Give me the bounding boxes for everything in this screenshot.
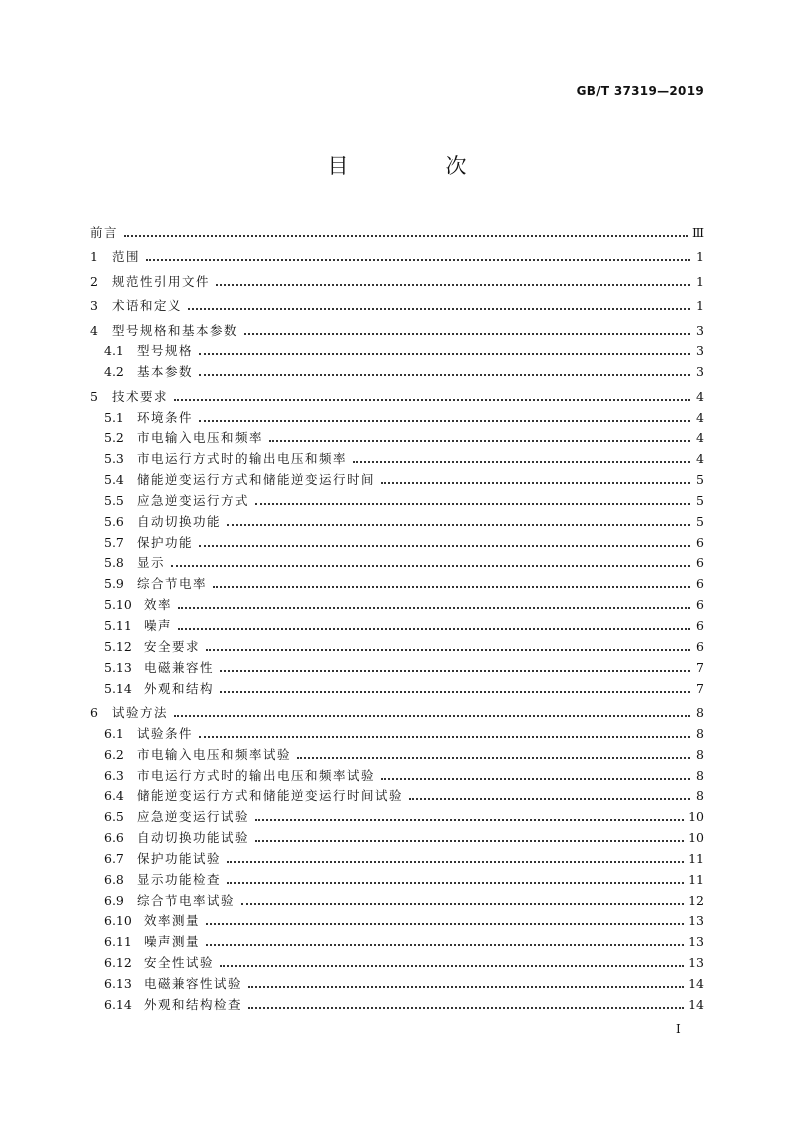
toc-entry[interactable]: [90, 570, 704, 591]
toc-entry-page: 1: [696, 249, 704, 264]
toc-entry-number: 5.1: [104, 409, 124, 425]
toc-leader-dots: [206, 913, 684, 925]
toc-leader-dots: [244, 323, 690, 335]
table-of-contents: [90, 215, 704, 1012]
toc-entry[interactable]: [90, 358, 704, 379]
toc-entry-number: 5.13: [104, 659, 132, 675]
toc-leader-dots: [220, 681, 690, 693]
toc-entry-page: 10: [688, 830, 704, 846]
toc-entry-number: 6.11: [104, 934, 132, 950]
toc-entry-page: 8: [696, 746, 704, 762]
toc-entry-page: 5: [696, 513, 704, 529]
toc-entry-number: 5.12: [104, 638, 132, 654]
toc-entry[interactable]: [90, 741, 704, 762]
toc-entry[interactable]: [90, 887, 704, 908]
toc-entry-title: 储能逆变运行方式和储能逆变运行时间试验: [137, 788, 404, 804]
toc-leader-dots: [171, 555, 690, 567]
toc-entry-page: 12: [688, 892, 704, 908]
toc-leader-dots: [124, 225, 688, 237]
toc-entry-title: 保护功能试验: [137, 850, 222, 866]
toc-entry[interactable]: [90, 425, 704, 446]
toc-leader-dots: [216, 274, 690, 286]
toc-entry[interactable]: [90, 508, 704, 529]
toc-entry-title: 市电输入电压和频率: [137, 430, 264, 446]
toc-entry-page: 5: [696, 472, 704, 488]
toc-leader-dots: [146, 249, 690, 261]
toc-entry[interactable]: [90, 720, 704, 741]
toc-entry-title: 环境条件: [137, 409, 194, 425]
toc-entry-title: 显示功能检查: [137, 871, 222, 887]
toc-entry-title: 应急逆变运行试验: [137, 809, 250, 825]
toc-entry-number: 6.9: [104, 892, 124, 908]
toc-entry-title: 效率测量: [144, 913, 201, 929]
toc-entry[interactable]: [90, 591, 704, 612]
toc-entry[interactable]: [90, 803, 704, 824]
toc-entry-number: 6.10: [104, 913, 132, 929]
toc-entry-page: 4: [696, 451, 704, 467]
toc-entry-title: 效率: [144, 597, 173, 613]
toc-entry-title: 应急逆变运行方式: [137, 492, 250, 508]
toc-entry-number: 6.7: [104, 850, 124, 866]
page-number: I: [676, 1022, 681, 1036]
toc-entry-number: 6.5: [104, 809, 124, 825]
toc-entry-title: 安全性试验: [144, 955, 215, 971]
toc-leader-dots: [206, 934, 684, 946]
toc-entry-number: 5.2: [104, 430, 124, 446]
toc-entry-page: 6: [696, 597, 704, 613]
toc-entry[interactable]: [90, 824, 704, 845]
toc-entry-page: 6: [696, 617, 704, 633]
toc-entry-number: 6.13: [104, 975, 132, 991]
toc-entry[interactable]: [90, 379, 704, 404]
toc-entry-title: 试验条件: [137, 725, 194, 741]
toc-entry-title: 储能逆变运行方式和储能逆变运行时间: [137, 472, 376, 488]
toc-entry-title: 电磁兼容性试验: [144, 975, 243, 991]
toc-entry[interactable]: [90, 633, 704, 654]
toc-entry[interactable]: [90, 264, 704, 289]
toc-entry-page: 13: [688, 913, 704, 929]
toc-entry-number: 5.11: [104, 617, 132, 633]
toc-leader-dots: [255, 493, 690, 505]
toc-entry[interactable]: [90, 675, 704, 696]
toc-entry[interactable]: [90, 240, 704, 265]
toc-leader-dots: [269, 430, 690, 442]
toc-entry-number: 5.4: [104, 472, 124, 488]
toc-entry-page: 14: [688, 996, 704, 1012]
toc-leader-dots: [178, 618, 690, 630]
toc-entry-title: 电磁兼容性: [144, 659, 215, 675]
toc-leader-dots: [199, 410, 690, 422]
toc-entry-page: Ⅲ: [691, 224, 704, 240]
toc-entry-page: 13: [688, 955, 704, 971]
toc-leader-dots: [213, 576, 690, 588]
toc-entry-title: 市电运行方式时的输出电压和频率试验: [137, 767, 376, 783]
standard-code: GB/T 37319—2019: [576, 84, 704, 98]
toc-leader-dots: [220, 660, 690, 672]
toc-leader-dots: [206, 639, 690, 651]
toc-entry-number: 5.14: [104, 680, 132, 696]
toc-entry-title: 综合节电率: [137, 576, 208, 592]
toc-leader-dots: [178, 597, 690, 609]
toc-entry-page: 7: [696, 659, 704, 675]
toc-leader-dots: [255, 830, 684, 842]
toc-entry-number: 5: [90, 388, 98, 404]
toc-leader-dots: [220, 955, 684, 967]
toc-leader-dots: [409, 788, 690, 800]
toc-entry-title: 安全要求: [144, 638, 201, 654]
toc-entry-number: 6.14: [104, 996, 132, 1012]
toc-leader-dots: [199, 535, 690, 547]
toc-leader-dots: [248, 997, 684, 1009]
toc-entry-title: 自动切换功能试验: [137, 830, 250, 846]
toc-leader-dots: [227, 851, 684, 863]
toc-entry-number: 4: [90, 322, 98, 338]
toc-leader-dots: [199, 364, 690, 376]
toc-entry-page: 10: [688, 809, 704, 825]
toc-entry-page: 6: [696, 638, 704, 654]
toc-entry-number: 6.1: [104, 725, 124, 741]
toc-entry-page: 8: [696, 705, 704, 720]
toc-entry-title: 外观和结构检查: [144, 996, 243, 1012]
toc-entry-number: 6.6: [104, 830, 124, 846]
toc-entry[interactable]: [90, 908, 704, 929]
toc-entry-number: 6.4: [104, 788, 124, 804]
toc-entry-number: 6.8: [104, 871, 124, 887]
toc-leader-dots: [199, 726, 690, 738]
toc-entry-number: 6.2: [104, 746, 124, 762]
toc-leader-dots: [241, 893, 684, 905]
toc-entry[interactable]: [90, 970, 704, 991]
toc-entry[interactable]: [90, 445, 704, 466]
toc-entry[interactable]: [90, 928, 704, 949]
toc-entry-page: 6: [696, 555, 704, 571]
toc-entry-number: 5.10: [104, 597, 132, 613]
toc-entry-title: 基本参数: [137, 364, 194, 380]
toc-entry[interactable]: [90, 654, 704, 675]
toc-entry-number: 5.7: [104, 534, 124, 550]
toc-leader-dots: [188, 298, 690, 310]
toc-entry-page: 3: [696, 322, 704, 338]
toc-entry[interactable]: [90, 289, 704, 314]
toc-entry-number: 5.8: [104, 555, 124, 571]
toc-entry-number: 6: [90, 705, 98, 720]
toc-entry-page: 4: [696, 430, 704, 446]
toc-entry-number: 5.3: [104, 451, 124, 467]
toc-entry[interactable]: [90, 696, 704, 721]
toc-entry-title: 自动切换功能: [137, 513, 222, 529]
toc-leader-dots: [381, 472, 690, 484]
toc-entry-title: 范围: [112, 249, 141, 264]
toc-entry[interactable]: [90, 866, 704, 887]
toc-entry-title: 噪声: [144, 617, 173, 633]
toc-entry-number: 5.6: [104, 513, 124, 529]
toc-entry[interactable]: [90, 313, 704, 338]
toc-entry-page: 13: [688, 934, 704, 950]
toc-entry[interactable]: [90, 949, 704, 970]
toc-entry[interactable]: [90, 845, 704, 866]
toc-leader-dots: [297, 747, 690, 759]
toc-entry-page: 3: [696, 343, 704, 359]
toc-leader-dots: [381, 768, 690, 780]
toc-entry[interactable]: [90, 529, 704, 550]
toc-entry-page: 4: [696, 388, 704, 404]
toc-entry-number: 5.5: [104, 492, 124, 508]
toc-entry-number: 2: [90, 273, 98, 289]
toc-entry-title: 型号规格: [137, 343, 194, 359]
toc-entry-title: 市电输入电压和频率试验: [137, 746, 292, 762]
toc-entry-page: 3: [696, 364, 704, 380]
toc-entry-page: 1: [696, 273, 704, 289]
toc-entry[interactable]: [90, 487, 704, 508]
toc-entry-page: 11: [688, 850, 704, 866]
toc-entry-page: 14: [688, 975, 704, 991]
toc-entry-title: 噪声测量: [144, 934, 201, 950]
toc-entry[interactable]: [90, 612, 704, 633]
toc-leader-dots: [353, 451, 690, 463]
page-title: 目 次: [327, 154, 505, 178]
toc-entry-number: 3: [90, 298, 98, 313]
toc-leader-dots: [199, 343, 690, 355]
toc-leader-dots: [248, 976, 684, 988]
toc-entry-page: 4: [696, 409, 704, 425]
toc-entry-page: 1: [696, 298, 704, 313]
toc-entry-number: 1: [90, 249, 98, 264]
toc-entry-page: 8: [696, 767, 704, 783]
toc-entry-page: 7: [696, 680, 704, 696]
toc-entry-title: 外观和结构: [144, 680, 215, 696]
toc-entry-page: 5: [696, 492, 704, 508]
toc-entry-page: 6: [696, 576, 704, 592]
toc-entry-title: 试验方法: [112, 705, 169, 720]
toc-entry-page: 8: [696, 725, 704, 741]
toc-entry[interactable]: [90, 404, 704, 425]
toc-entry-title: 型号规格和基本参数: [112, 322, 239, 338]
toc-entry-title: 保护功能: [137, 534, 194, 550]
toc-leader-dots: [255, 809, 684, 821]
toc-leader-dots: [174, 389, 690, 401]
toc-entry-number: 4.2: [104, 364, 124, 380]
toc-leader-dots: [227, 872, 684, 884]
toc-entry[interactable]: [90, 991, 704, 1012]
toc-entry[interactable]: [90, 215, 704, 240]
toc-leader-dots: [227, 514, 690, 526]
toc-entry-number: 5.9: [104, 576, 124, 592]
toc-entry-title: 显示: [137, 555, 166, 571]
toc-entry[interactable]: [90, 466, 704, 487]
toc-entry-number: 6.3: [104, 767, 124, 783]
toc-entry-page: 6: [696, 534, 704, 550]
toc-entry-number: 4.1: [104, 343, 124, 359]
toc-entry-title: 规范性引用文件: [112, 273, 211, 289]
toc-entry-title: 术语和定义: [112, 298, 183, 313]
toc-entry-title: 综合节电率试验: [137, 892, 236, 908]
toc-leader-dots: [174, 705, 690, 717]
toc-entry[interactable]: [90, 783, 704, 804]
toc-entry-number: 6.12: [104, 955, 132, 971]
toc-entry-page: 8: [696, 788, 704, 804]
toc-entry[interactable]: [90, 338, 704, 359]
toc-entry-page: 11: [688, 871, 704, 887]
toc-entry-title: 前言: [90, 224, 119, 240]
toc-entry-title: 市电运行方式时的输出电压和频率: [137, 451, 348, 467]
toc-entry-title: 技术要求: [112, 388, 169, 404]
toc-entry[interactable]: [90, 762, 704, 783]
toc-entry[interactable]: [90, 550, 704, 571]
